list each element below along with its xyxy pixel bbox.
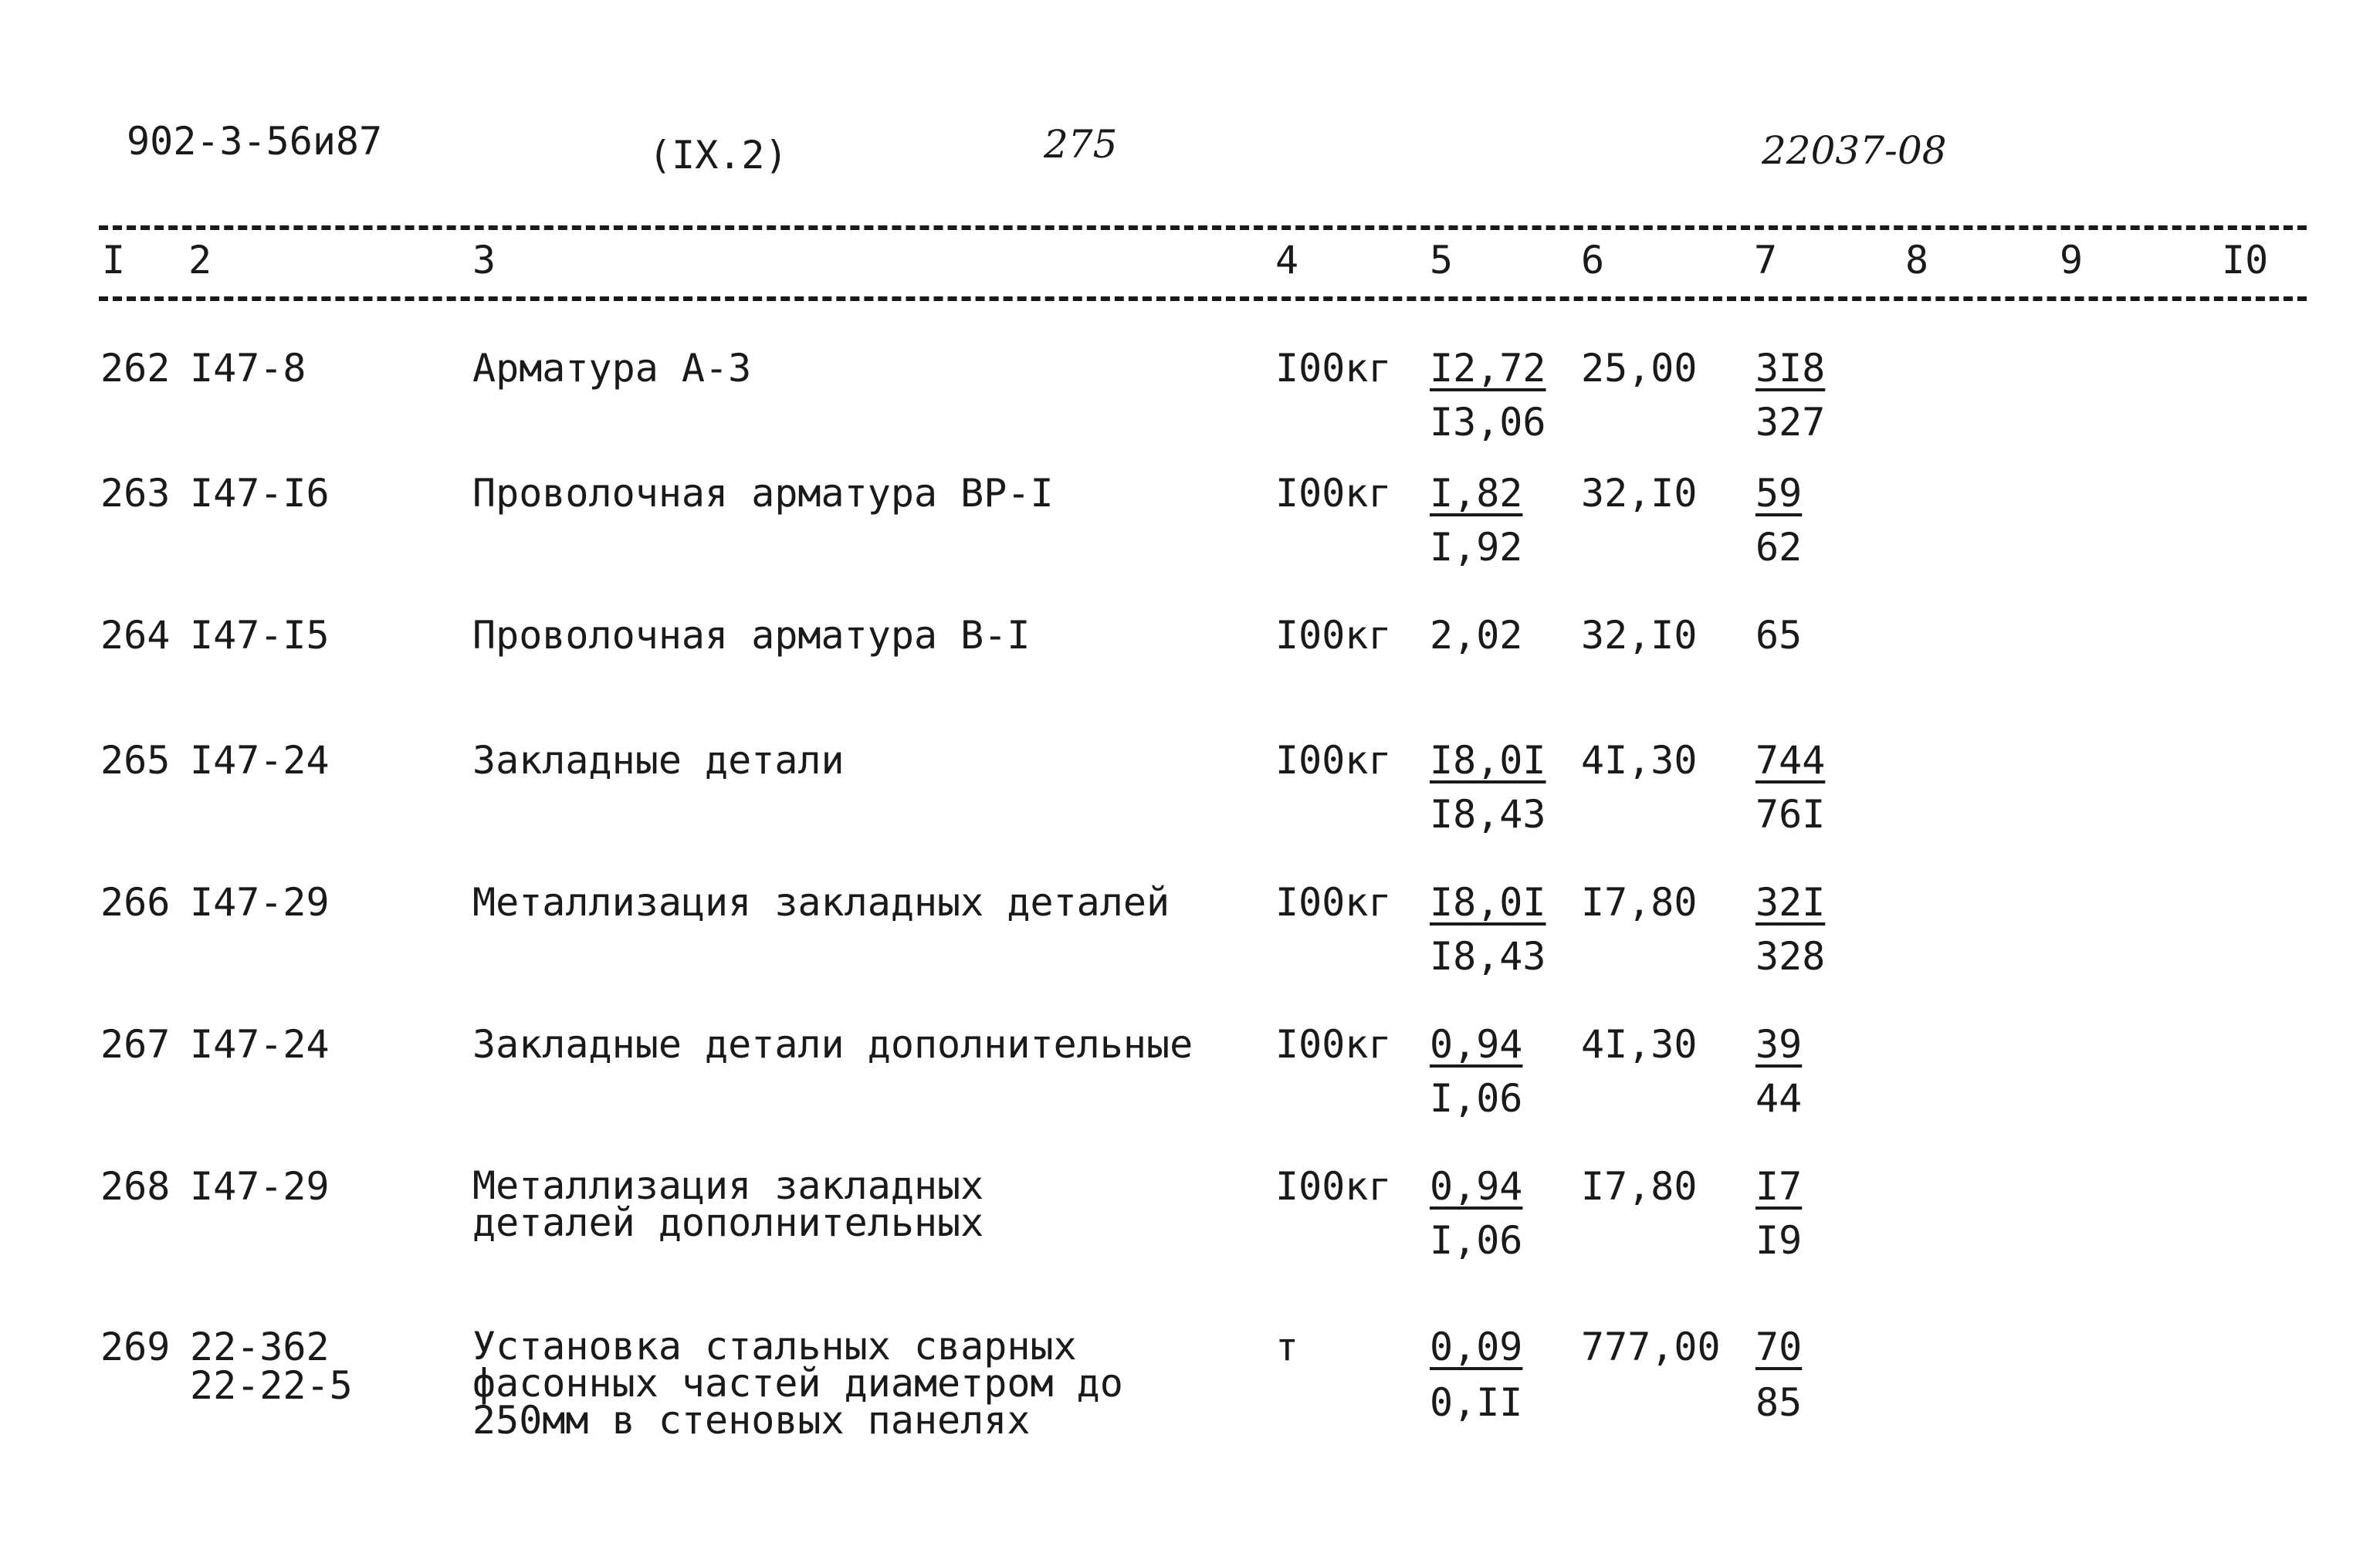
col6-value: 25,00	[1581, 346, 1698, 391]
col5-bottom: I,06	[1430, 1076, 1523, 1121]
col7-value: 65	[1755, 613, 1803, 658]
row-unit: I00кг	[1275, 880, 1392, 925]
col6-value: 4I,30	[1581, 1022, 1698, 1067]
row-code: I47-I5	[190, 613, 330, 658]
row-name: Проволочная арматура В-I	[472, 613, 1031, 658]
column-header: 9	[2060, 238, 2084, 283]
col5-value: 2,02	[1430, 613, 1523, 658]
col7-bottom: 44	[1755, 1076, 1803, 1121]
col7-bottom: 76I	[1755, 792, 1826, 837]
row-name: Проволочная арматура ВР-I	[472, 471, 1054, 516]
doc-number: 22037-08	[1762, 128, 1947, 173]
row-unit: I00кг	[1275, 1022, 1392, 1067]
row-unit: I00кг	[1275, 346, 1392, 391]
row-name: Металлизация закладных деталей дополнительных	[472, 1163, 984, 1245]
page-number: 275	[1044, 122, 1118, 167]
col7-top: 3I8	[1755, 346, 1826, 391]
col5-top: 0,94	[1430, 1164, 1523, 1209]
row-code: I47-I6	[190, 471, 330, 516]
column-header: I0	[2222, 238, 2269, 283]
col5-bottom: I8,43	[1430, 934, 1546, 979]
row-code: I47-24	[190, 738, 330, 783]
col7-top: 744	[1755, 738, 1826, 783]
section-label: (IX.2)	[648, 133, 788, 178]
col5-top: 0,94	[1430, 1022, 1523, 1067]
row-number: 265	[100, 738, 171, 783]
col6-value: I7,80	[1581, 1164, 1698, 1209]
column-header: 3	[472, 238, 496, 283]
row-unit: I00кг	[1275, 613, 1392, 658]
col5-top: I,82	[1430, 471, 1523, 516]
col5-bottom: I3,06	[1430, 400, 1546, 445]
column-header: 7	[1754, 238, 1778, 283]
col6-value: 4I,30	[1581, 738, 1698, 783]
col5-bottom: I,06	[1430, 1218, 1523, 1263]
row-code: I47-8	[190, 346, 306, 391]
col5-top: I2,72	[1430, 346, 1546, 391]
col5-top: I8,0I	[1430, 880, 1546, 925]
row-unit: I00кг	[1275, 738, 1392, 783]
row-number: 267	[100, 1022, 171, 1067]
col5-top: 0,09	[1430, 1325, 1523, 1369]
row-unit: т	[1275, 1325, 1299, 1369]
row-number: 266	[100, 880, 171, 925]
col7-top: 70	[1755, 1325, 1803, 1369]
col5-bottom: I8,43	[1430, 792, 1546, 837]
col6-value: 777,00	[1581, 1325, 1721, 1369]
col7-bottom: 328	[1755, 934, 1826, 979]
col7-top: 39	[1755, 1022, 1803, 1067]
document-code: 902-3-56и87	[127, 119, 383, 164]
col6-value: 32,I0	[1581, 471, 1698, 516]
col7-bottom: 327	[1755, 400, 1826, 445]
col5-bottom: 0,II	[1430, 1380, 1523, 1425]
header-rule-bottom	[99, 296, 2307, 301]
header-rule-top	[99, 225, 2307, 230]
column-header: 6	[1581, 238, 1605, 283]
row-number: 268	[100, 1164, 171, 1209]
col7-top: 32I	[1755, 880, 1826, 925]
col6-value: 32,I0	[1581, 613, 1698, 658]
row-name: Металлизация закладных деталей	[472, 880, 1170, 925]
column-header: 8	[1905, 238, 1929, 283]
row-code: I47-29	[190, 880, 330, 925]
row-name: Арматура А-3	[472, 346, 752, 391]
col6-value: I7,80	[1581, 880, 1698, 925]
row-code: 22-362	[190, 1325, 330, 1369]
row-number: 262	[100, 346, 171, 391]
col7-bottom: 62	[1755, 525, 1803, 570]
row-code: I47-29	[190, 1164, 330, 1209]
col5-bottom: I,92	[1430, 525, 1523, 570]
row-unit: I00кг	[1275, 471, 1392, 516]
col7-top: 59	[1755, 471, 1803, 516]
column-header: 4	[1275, 238, 1299, 283]
row-name: Закладные детали дополнительные	[472, 1022, 1193, 1067]
row-number: 269	[100, 1325, 171, 1369]
row-name: Установка стальных сварных фасонных частей диаметром до 250мм в стеновых панелях	[472, 1324, 1123, 1443]
row-unit: I00кг	[1275, 1164, 1392, 1209]
column-header: 2	[188, 238, 212, 283]
column-header: I	[102, 238, 126, 283]
row-code: I47-24	[190, 1022, 330, 1067]
column-header: 5	[1430, 238, 1454, 283]
row-number: 264	[100, 613, 171, 658]
row-name: Закладные детали	[472, 738, 845, 783]
row-number: 263	[100, 471, 171, 516]
col7-top: I7	[1755, 1164, 1803, 1209]
col7-bottom: 85	[1755, 1380, 1803, 1425]
col5-top: I8,0I	[1430, 738, 1546, 783]
col7-bottom: I9	[1755, 1218, 1803, 1263]
row-code-secondary: 22-22-5	[190, 1363, 353, 1408]
